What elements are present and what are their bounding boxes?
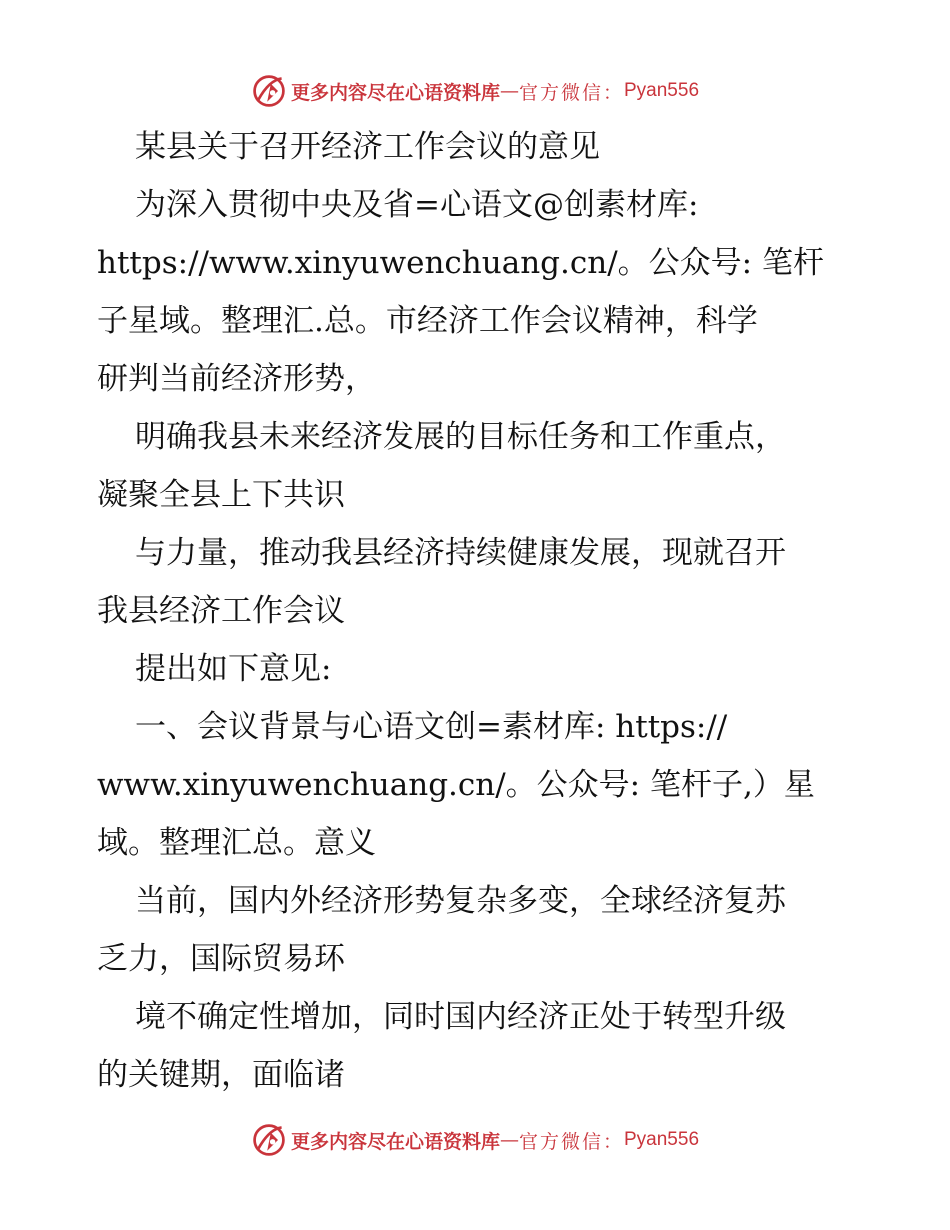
paragraph	[97, 408, 857, 524]
logo-icon	[251, 73, 287, 109]
paragraph-line: 境不确定性增加，同时国内经济正处于转型升级	[135, 999, 786, 1035]
paragraph	[97, 640, 857, 698]
banner-wechat-id: Pyan556	[624, 1129, 700, 1150]
paragraph-line: 一、会议背景与心语文创=素材库: https://	[135, 709, 728, 745]
paragraph-line: 为深入贯彻中央及省=心语文@创素材库:	[135, 187, 699, 223]
banner-separator: —	[499, 80, 519, 102]
paragraph-line: 明确我县未来经济发展的目标任务和工作重点，	[135, 419, 786, 455]
paragraph-line: https://www.xinyuwenchuang.cn/。公众号: 笔杆	[97, 245, 824, 281]
document-body	[97, 118, 857, 1104]
paragraph-line: 与力量，推动我县经济持续健康发展，现就召开	[135, 535, 786, 571]
paragraph-line: 当前，国内外经济形势复杂多变，全球经济复苏	[135, 883, 786, 919]
paragraph-line: 乏力，国际贸易环	[97, 941, 345, 977]
banner-main-text: 更多内容尽在心语资料库	[290, 1130, 500, 1153]
section-heading	[97, 698, 857, 872]
banner-separator: —	[499, 1129, 519, 1151]
footer-banner	[0, 1120, 950, 1160]
banner-wechat-label: 官方微信：	[518, 1130, 624, 1153]
paragraph-line: 研判当前经济形势，	[97, 361, 376, 397]
paragraph-line: 的关键期，面临诸	[97, 1057, 345, 1093]
paragraph-line: 我县经济工作会议	[97, 593, 345, 629]
banner-main-text: 更多内容尽在心语资料库	[290, 81, 500, 104]
paragraph	[97, 872, 857, 988]
banner-wechat-id: Pyan556	[624, 80, 700, 101]
paragraph	[97, 524, 857, 640]
doc-title-text: 某县关于召开经济工作会议的意见	[135, 129, 600, 165]
paragraph-line: 提出如下意见:	[135, 651, 332, 687]
paragraph-line: 子星域。整理汇.总。市经济工作会议精神，科学	[97, 303, 758, 339]
doc-title	[97, 118, 857, 176]
paragraph-line: www.xinyuwenchuang.cn/。公众号: 笔杆子,）星	[97, 767, 815, 803]
logo-icon	[251, 1122, 287, 1158]
paragraph	[97, 988, 857, 1104]
banner-wechat-label: 官方微信：	[518, 81, 624, 104]
paragraph-line: 域。整理汇总。意义	[97, 825, 376, 861]
paragraph	[97, 176, 857, 408]
paragraph-line: 凝聚全县上下共识	[97, 477, 345, 513]
header-banner	[0, 71, 950, 111]
